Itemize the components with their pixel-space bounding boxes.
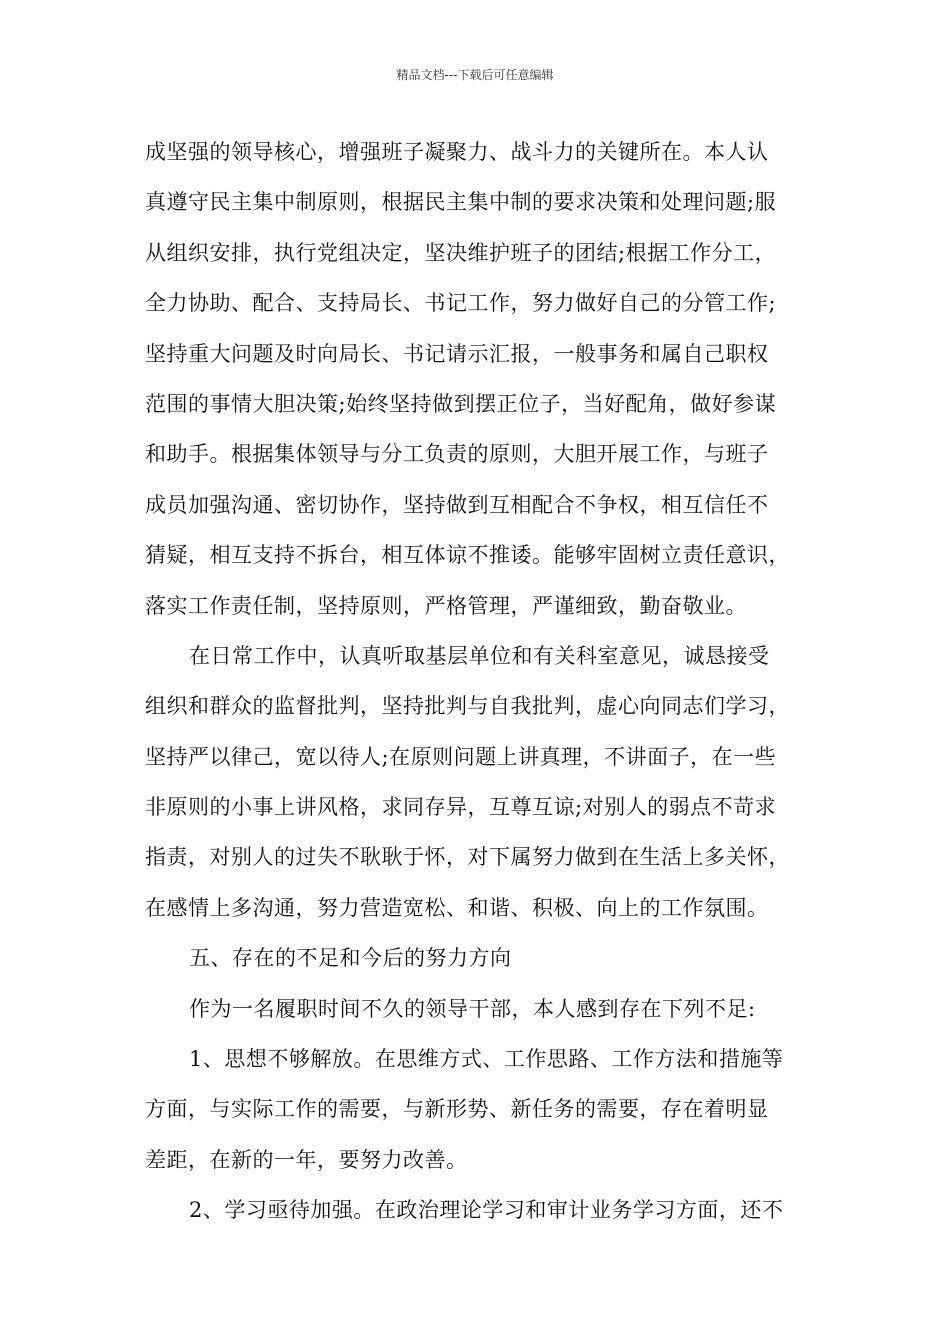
text-line: 指责，对别人的过失不耿耿于怀，对下属努力做到在生活上多关怀， [145,845,790,870]
text-line: 成坚强的领导核心，增强班子凝聚力、战斗力的关键所在。本人认 [145,140,769,164]
document-body [145,127,815,1236]
text-line: 差距，在新的一年，要努力改善。 [145,1147,468,1172]
text-line: 和助手。根据集体领导与分工负责的原则，大胆开展工作，与班子 [145,442,769,467]
text-line: 非原则的小事上讲风格，求同存异，互尊互谅;对别人的弱点不苛求 [145,795,777,820]
text-line: 从组织安排，执行党组决定，坚决维护班子的团结;根据工作分工， [145,240,777,265]
text-line: 猜疑，相互支持不拆台，相互体谅不推诿。能够牢固树立责任意识， [145,543,790,568]
text-line: 范围的事情大胆决策;始终坚持做到摆正位子，当好配角，做好参谋 [145,391,777,416]
text-line: 在感情上多沟通，努力营造宽松、和谐、积极、向上的工作氛围。 [145,895,769,920]
text-line: 真遵守民主集中制原则，根据民主集中制的要求决策和处理问题;服 [145,190,777,215]
text-line: 2、学习亟待加强。在政治理论学习和审计业务学习方面，还不 [189,1198,784,1223]
text-line: 坚持严以律己，宽以待人;在原则问题上讲真理，不讲面子，在一些 [145,744,777,769]
text-line: 作为一名履职时间不久的领导干部，本人感到存在下列不足: [189,996,756,1021]
page-header: 精品文档---下载后可任意编辑 [396,68,554,82]
text-line: 方面，与实际工作的需要，与新形势、新任务的需要，存在着明显 [145,1097,769,1122]
text-line: 全力协助、配合、支持局长、书记工作，努力做好自己的分管工作; [145,291,777,316]
text-line: 组织和群众的监督批判，坚持批判与自我批判，虚心向同志们学习， [145,694,790,719]
text-line: 坚持重大问题及时向局长、书记请示汇报，一般事务和属自己职权 [145,341,769,366]
text-line: 1、思想不够解放。在思维方式、工作思路、工作方法和措施等 [189,1047,784,1072]
text-line: 落实工作责任制，坚持原则，严格管理，严谨细致，勤奋敬业。 [145,593,747,618]
text-line: 在日常工作中，认真听取基层单位和有关科室意见，诚恳接受 [189,643,770,668]
text-line: 成员加强沟通、密切协作，坚持做到互相配合不争权，相互信任不 [145,492,769,517]
text-line: 五、存在的不足和今后的努力方向 [189,946,512,971]
